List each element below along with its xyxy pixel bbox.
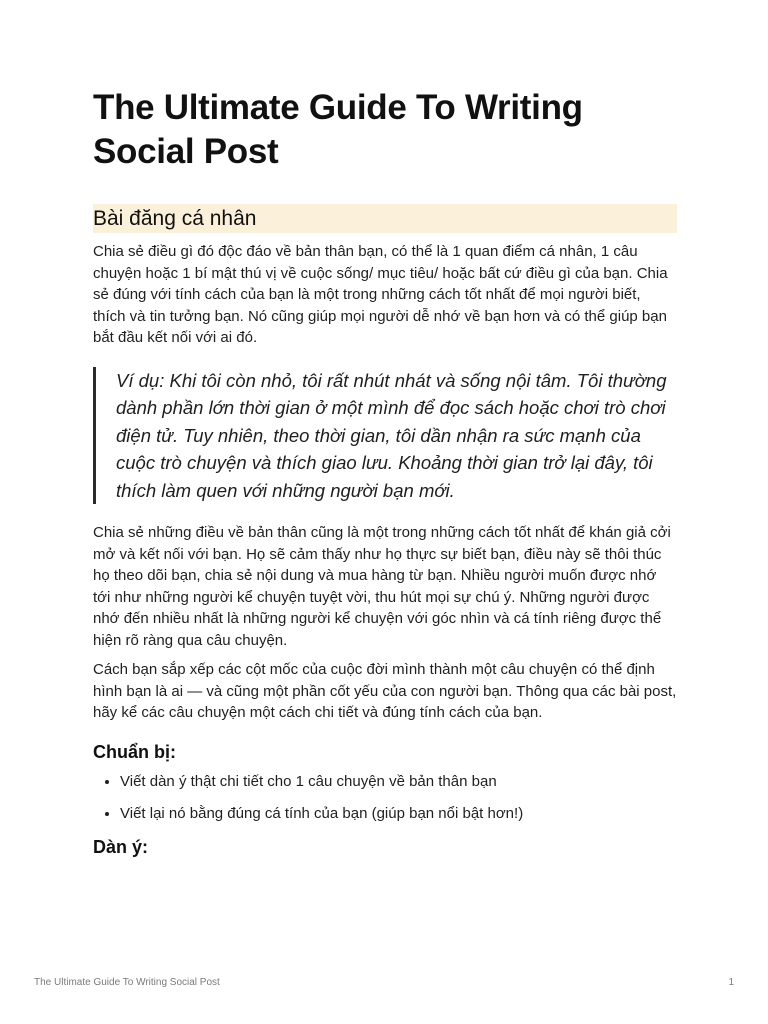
example-quote: Ví dụ: Khi tôi còn nhỏ, tôi rất nhút nhát và sống nội tâm. Tôi thường dành phần lớn thời gian ở một mình để đọc sách hoặc chơi trò chơi điện tử. Tuy nhiên, theo thời gian, tôi dần nhận ra sức mạnh của cuộc trò chuyện và thích giao lưu. Khoảng thời gian trở lại đây, tôi thích làm quen với những người bạn mới. [93,367,677,505]
page-footer [34,977,734,988]
outline-heading: Dàn ý: [93,836,149,857]
prep-list [93,771,677,824]
page-number: 1 [728,977,734,988]
document-body [93,86,677,859]
list-item: • Viết dàn ý thật chi tiết cho 1 câu chuyện về bản thân bạn [120,771,677,792]
paragraph-3: Cách bạn sắp xếp các cột mốc của cuộc đời mình thành một câu chuyện có thể định hình bạn là ai — và cũng một phần cốt yếu của con người bạn. Thông qua các bài post, hãy kể các câu chuyện một cách chi tiết và đúng tính cách của bạn. [93,661,677,721]
prep-heading: Chuẩn bị: [93,741,176,762]
paragraph-2: Chia sẻ những điều về bản thân cũng là một trong những cách tốt nhất để khán giả cởi mở và kết nối với bạn. Họ sẽ cảm thấy như họ thực sự biết bạn, điều này sẽ thôi thúc họ theo dõi bạn, chia sẻ nội dung và mua hàng từ bạn. Nhiều người muốn được nhớ tới như những người kể chuyện tuyệt vời, thu hút mọi sự chú ý. Những người được nhớ đến nhiều nhất là những người kể chuyện với góc nhìn và cá tính riêng được thể hiện rõ ràng qua câu chuyện. [93,524,671,649]
document-title: The Ultimate Guide To Writing Social Post [93,88,583,171]
intro-paragraph: Chia sẻ điều gì đó độc đáo về bản thân bạn, có thể là 1 quan điểm cá nhân, 1 câu chuyện hoặc 1 bí mật thú vị về cuộc sống/ mục tiêu/ hoặc bất cứ điều gì của bạn. Chia sẻ đúng với tính cách của bạn là một trong những cách tốt nhất để mọi người biết, thích và tin tưởng bạn. Nó cũng giúp mọi người dễ nhớ về bạn hơn và có thể giúp bạn bắt đầu kết nối với ai đó. [93,243,668,346]
list-item: • Viết lại nó bằng đúng cá tính của bạn (giúp bạn nổi bật hơn!) [120,803,677,824]
footer-title: The Ultimate Guide To Writing Social Post [34,977,220,988]
section-heading-personal-post: Bài đăng cá nhân [93,204,677,233]
